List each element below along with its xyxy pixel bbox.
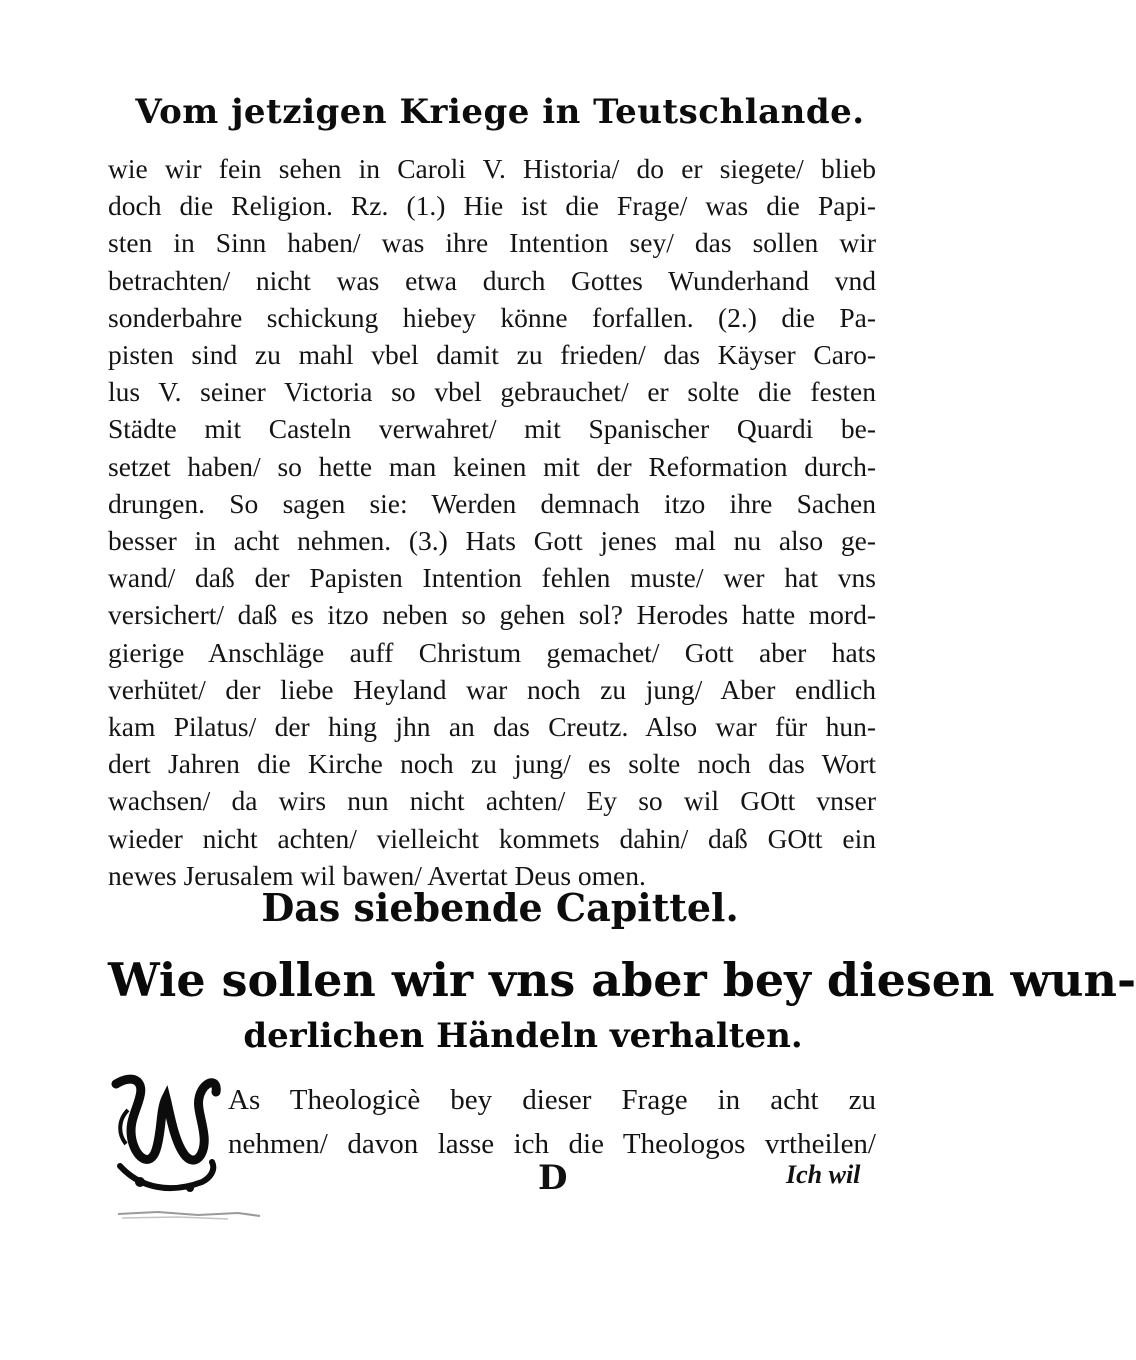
body-line: setzet haben/ so hette man keinen mit der Reformation durch- — [108, 450, 876, 482]
opening-line: nehmen/ davon lasse ich die Theologos vrtheilen/ — [228, 1128, 876, 1160]
body-line: wand/ daß der Papisten Intention fehlen muste/ wer hat vns — [108, 562, 876, 594]
body-line: verhütet/ der liebe Heyland war noch zu jung/ Aber endlich — [108, 673, 876, 705]
body-line: besser in acht nehmen. (3.) Hats Gott jenes mal nu also ge- — [108, 525, 876, 557]
initial-letter: W — [114, 1080, 218, 1188]
body-line: pisten sind zu mahl vbel damit zu frieden/ das Käyser Caro- — [108, 339, 876, 371]
body-line: betrachten/ nicht was etwa durch Gottes Wunderhand vnd — [108, 264, 876, 296]
body-line: lus V. seiner Victoria so vbel gebrauchet/ er solte die festen — [108, 376, 876, 408]
catchword: Ich wil — [786, 1160, 861, 1189]
opening-paragraph — [228, 1078, 876, 1166]
running-head: Vom jetzigen Kriege in Teutschlande. — [135, 92, 865, 132]
body-line: newes Jerusalem wil bawen/ Avertat Deus omen. — [108, 859, 646, 891]
body-line: kam Pilatus/ der hing jhn an das Creutz. Also war für hun- — [108, 711, 876, 743]
body-line: drungen. So sagen sie: Werden demnach itzo ihre Sachen — [108, 487, 876, 519]
body-line: gierige Anschläge auff Christum gemachet/ Gott aber hats — [108, 636, 876, 668]
opening-line: As Theologicè bey dieser Frage in acht zu — [228, 1084, 876, 1116]
chapter-title-line-2: derlichen Händeln verhalten. — [243, 1016, 803, 1056]
body-line: wieder nicht achten/ vielleicht kommets dahin/ daß GOtt ein — [108, 822, 876, 854]
body-line: wie wir fein sehen in Caroli V. Historia/ do er siegete/ blieb — [108, 153, 876, 184]
body-line: versichert/ daß es itzo neben so gehen sol? Herodes hatte mord- — [108, 599, 876, 631]
body-line: Städte mit Casteln verwahret/ mit Spanischer Quardi be- — [108, 413, 876, 445]
body-line: dert Jahren die Kirche noch zu jung/ es solte noch das Wort — [108, 748, 876, 780]
chapter-title — [108, 948, 1136, 1060]
body-line: doch die Religion. Rz. (1.) Hie ist die Frage/ was die Papi- — [108, 190, 876, 222]
body-line: wachsen/ da wirs nun nicht achten/ Ey so wil GOtt vnser — [108, 785, 876, 817]
body-line: sonderbahre schickung hiebey könne forfallen. (2.) die Pa- — [108, 301, 876, 333]
decorated-initial — [110, 1070, 222, 1198]
chapter-title-line-1: Wie sollen wir vns aber bey diesen wun- — [108, 953, 1136, 1007]
chapter-heading: Das siebende Capittel. — [261, 885, 739, 930]
body-line: sten in Sinn haben/ was ihre Intention sey/ das sollen wir — [108, 227, 876, 259]
ink-smudge — [118, 1204, 260, 1222]
body-text — [108, 150, 876, 894]
signature-mark: D — [538, 1158, 568, 1198]
